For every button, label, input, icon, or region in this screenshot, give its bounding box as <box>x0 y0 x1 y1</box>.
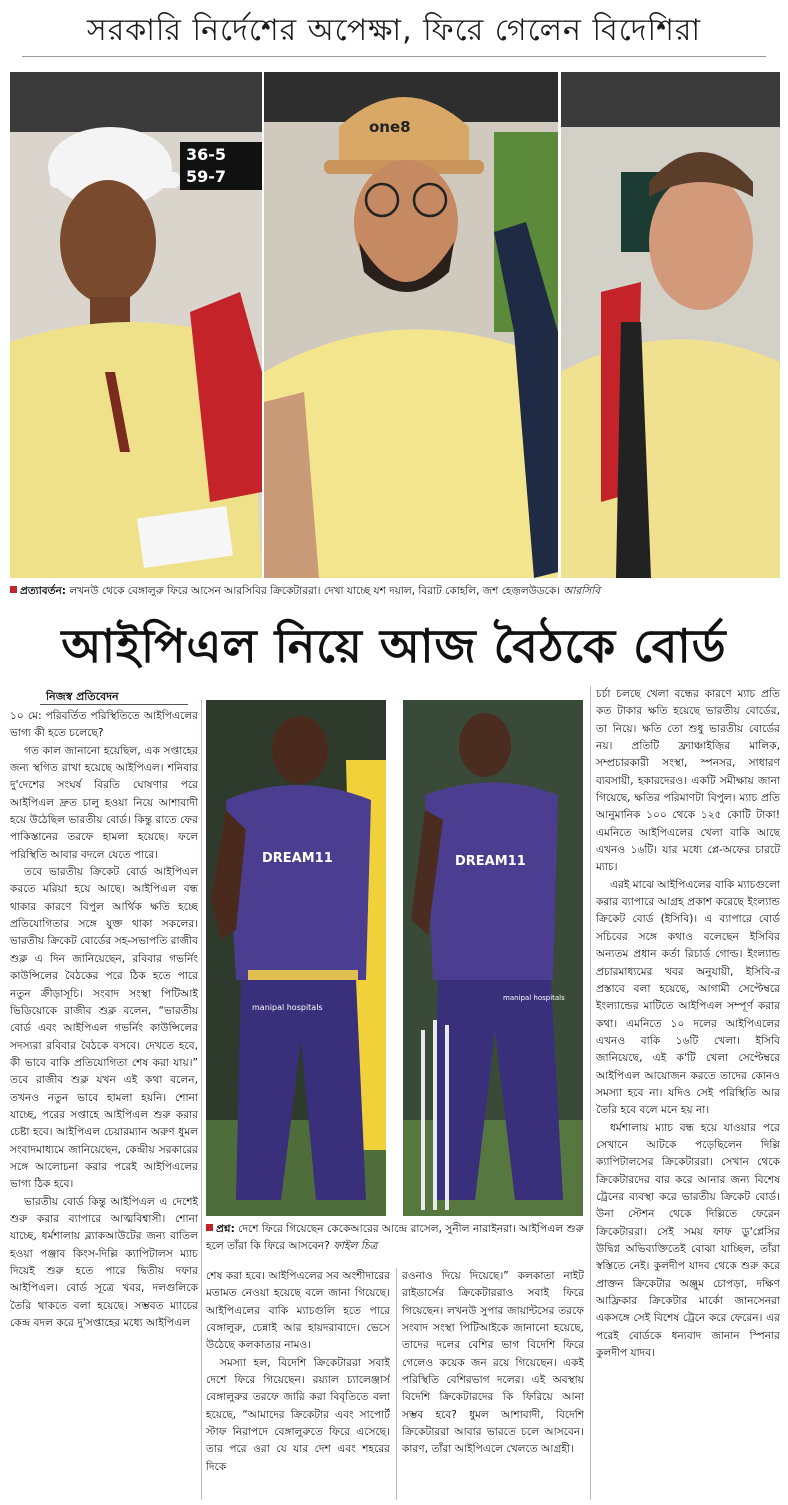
paragraph: গত কাল জানানো হয়েছিল, এক সপ্তাহের জন্য স্থগিত রাখা হয়েছে আইপিএল। শনিবার দু'দেশের সংঘর্ষ বিরতি ঘোষণার পরে আইপিএল দ্রুত চালু হওয়া নিয়ে আশাবাদী হয়ে উঠেছিল ভারতীয় বোর্ড। কিন্তু রাতে ফের পাকিস্তানের তরফে হামলা হয়েছে। ফলে পরিস্থিতি আবার বদলে যেতে পারে। <box>10 744 198 861</box>
byline-rule <box>40 704 188 705</box>
caption-text: লখনউ থেকে বেঙ্গালুরু ফিরে আসেন আরসিবির ক্রিকেটাররা। দেখা যাচ্ছে যশ দয়াল, বিরাট কোহলি, জশ হেজ়লউডকে। <box>66 585 560 597</box>
paragraph: এরই মাঝে আইপিএলের বাকি ম্যাচগুলো করার ব্যাপারে আগ্রহ প্রকাশ করেছে ইংল্যান্ড ক্রিকেট বোর্ড (ইসিবি)। এ ব্যাপারে বোর্ড সচিবের সঙ্গে কথাও বলেছেন ইসিবির অন্যতম প্রধান কর্তা রিচার্ড গোল্ড। ইংল্যান্ড প্রচারমাধ্যমের খবর অনুযায়ী, ইসিবি-র প্রস্তাবে বলা হয়েছে, আগামী সেপ্টেম্বরে ইংল্যান্ডের মাটিতে আইপিএল সম্পূর্ণ করার কথা। এমনিতে ১০ দলের আইপিএলের এখনও বাকি ১৬টি খেলা। ইসিবি জানিয়েছে, এই ক'টি খেলা সেপ্টেম্বরে আইপিএল আয়োজন করতে তাদের কোনও সমস্যা হবে না। যদিও সেই পরিস্থিতি আর তৈরি হবে বলে মনে হয় না। <box>596 878 780 1117</box>
main-headline: আইপিএল নিয়ে আজ বৈঠকে বোর্ড <box>61 619 727 673</box>
column-divider <box>201 700 202 1500</box>
article-column-2 <box>206 1268 390 1500</box>
column-divider <box>396 1268 397 1500</box>
paragraph: চর্চা চলছে খেলা বন্ধের কারণে ম্যাচ প্রতি কত টাকার ক্ষতি হয়েছে ভারতীয় বোর্ডের, তা নিয়ে। ক্ষতি তো শুধু ভারতীয় বোর্ডের নয়। প্রতিটি ফ্র্যাঞ্চাইজ়ির মালিক, সম্প্রচারকারী সংস্থা, স্পনসর, সাধারণ ব্যবসায়ী, হকারদেরও। একটি সমীক্ষায় জানা গিয়েছে, ক্ষতির পরিমাণটা বিপুল। ম্যাচ প্রতি আনুমানিক ১০০ থেকে ১২৫ কোটি টাকা! এমনিতে আইপিএলের খেলা বাকি আছে এখনও ১৬টি। যার মধ্যে প্লে-অফের চারটে ম্যাচ। <box>596 688 780 874</box>
article-column-3 <box>402 1268 584 1500</box>
caption-marker <box>206 1224 213 1231</box>
paragraph: তবে ভারতীয় ক্রিকেট বোর্ড আইপিএল করতে মরিয়া হয়ে আছে। আইপিএল বন্ধ থাকার কারণে বিপুল আর্থিক ক্ষতি হচ্ছে প্রতিযোগিতার সঙ্গে যুক্ত থাকা সকলের। ভারতীয় ক্রিকেট বোর্ডের সহ-সভাপতি রাজীব শুক্ল এ দিন জানিয়েছেন, রবিবার গভর্নিং কাউন্সিলের বৈঠকের পরে ঠিক হতে পারে নতুন ক্রীড়াসূচি। সংবাদ সংস্থা পিটিআই ভিডিয়োকে রাজীব শুক্ল বলেন, “ভারতীয় বোর্ড এবং আইপিএল গভর্নিং কাউন্সিলের সদস্যরা রবিবার বৈঠকে বসবে। দেখতে হবে, কী ভাবে বাকি প্রতিযোগিতা শেষ করা যায়।” তবে রাজীব শুক্ল যখন এই কথা বলেন, তখনও নতুন ভাবে হামলা হয়নি। শোনা যাচ্ছে, পরের সপ্তাহে আইপিএল শুরু করার চেষ্টা হবে। আইপিএল চেয়ারম্যান অরুণ ধুমল সংবাদমাধ্যমে জানিয়েছেন, কেন্দ্রীয় সরকারের সঙ্গে আলোচনা করার পরেই আইপিএলের ভাগ্য ঠিক হবে। <box>10 866 198 1191</box>
shorts-sponsor-2: manipal hospitals <box>503 994 565 1002</box>
photo-player-3 <box>561 72 780 578</box>
headline-rule <box>22 56 766 57</box>
photo-caption-2 <box>206 1221 584 1255</box>
paragraph: ধর্মশালায় ম্যাচ বন্ধ হয়ে যাওয়ার পরে সেখানে আটকে পড়েছিলেন দিল্লি ক্যাপিটালসের ক্রিকেটাররা। সেখান থেকে ক্রিকেটারদের বার করে আনার জন্য বিশেষ ট্রেনের ব্যবস্থা করে ভারতীয় ক্রিকেট বোর্ড। উনা স্টেশন থেকে দিল্লিতে ফেরেন ক্রিকেটাররা। সেই সময় ফাফ ডু'প্লেসির উদ্বিগ্ন অভিব্যক্তিতেই বোঝা যাচ্ছিল, তাঁরা স্বস্তিতে নেই। কুলদীপ যাদব থেকে শুরু করে প্রাক্তন ক্রিকেটার অঞ্জুম চোপড়া, দক্ষিণ আফ্রিকার ক্রিকেটার মার্কো জানসেনরা একসঙ্গে সেই বিশেষ ট্রেনে করে ফেরেন। এর পরেই বোর্ডকে ধন্যবাদ জানান স্পিনার কুলদীপ যাদব। <box>596 1121 780 1360</box>
caption-credit: ফাইল চিত্র <box>329 1240 378 1252</box>
shorts-sponsor-1: manipal hospitals <box>252 1003 323 1012</box>
photo-player-2 <box>264 72 558 578</box>
top-headline: সরকারি নির্দেশের অপেক্ষা, ফিরে গেলেন বিদেশিরা <box>86 13 702 48</box>
paragraph: সমস্যা হল, বিদেশি ক্রিকেটাররা সবাই দেশে ফিরে গিয়েছেন। রয়্যাল চ্যালেঞ্জার্স বেঙ্গালুরুর তরফে জারি করা বিবৃতিতে বলা হয়েছে, “আমাদের ক্রিকেটার এবং সাপোর্ট স্টাফ নিরাপদে বেঙ্গালুরুতে ফিরে এসেছে। তার পরে ওরা যে যার দেশ এবং শহরের দিকে <box>206 1356 390 1473</box>
paragraph: শেষ করা হবে। আইপিএলের সব অংশীদারের মতামত নেওয়া হয়েছে বলে জানা গিয়েছে। আইপিএলের বাকি ম্যাচগুলি হতে পারে বেঙ্গালুরু, চেন্নাই আর হায়দরাবাদে। ভেসে উঠেছে কলকাতার নামও। <box>206 1270 390 1352</box>
jersey-sponsor-1: DREAM11 <box>262 851 333 866</box>
board-number-1: 36-5 <box>186 145 227 164</box>
cap-logo: one8 <box>369 118 411 136</box>
article-column-4 <box>596 686 780 1500</box>
jersey-sponsor-2: DREAM11 <box>455 854 526 869</box>
caption-marker <box>10 586 17 593</box>
column-divider <box>590 686 591 1500</box>
photo-caption <box>10 584 780 598</box>
photo-russell <box>206 700 386 1216</box>
caption-label: প্রত্যাবর্তন: <box>20 585 66 597</box>
caption-credit: আরসিবি <box>559 585 601 597</box>
paragraph: ১০ মে: পরিবর্তিত পরিস্থিতিতে আইপিএলের ভাগ্য কী হতে চলেছে? <box>10 710 198 740</box>
byline: নিজস্ব প্রতিবেদন <box>46 690 119 703</box>
board-number-2: 59-7 <box>186 167 227 186</box>
paragraph: রওনাও দিয়ে দিয়েছে।” কলকাতা নাইট রাইডার্সের ক্রিকেটাররাও সবাই ফিরে গিয়েছেন। লখনউ সুপার জায়ান্টসের তরফে সংবাদ সংস্থা পিটিআইকে জানানো হয়েছে, তাদের দলের বেশির ভাগ বিদেশি ফিরে গেলেও কয়েক জন রয়ে গিয়েছেন। একই পরিস্থিতি বেশিরভাগ দলের। এই অবস্থায় বিদেশি ক্রিকেটারদের কি ফিরিয়ে আনা সম্ভব হবে? ধুমল আশাবাদী, বিদেশি ক্রিকেটাররা আবার ভারতে চলে আসবেন। কারণ, তাঁরা আইপিএলে খেলতে আগ্রহী। <box>402 1270 584 1456</box>
photo-player-1 <box>10 72 262 578</box>
photo-narine <box>403 700 583 1216</box>
paragraph: ভারতীয় বোর্ড কিন্তু আইপিএল এ দেশেই শুরু করার ব্যাপারে আত্মবিশ্বাসী। শোনা যাচ্ছে, ধর্মশালায় ব্ল্যাকআউটের জন্য বাতিল হওয়া পঞ্জাব কিংস-দিল্লি ক্যাপিটালস ম্যাচ দিয়েই শুরু হতে পারে দ্বিতীয় দফার আইপিএল। বোর্ড সূত্রে খবর, দলগুলিকে তৈরি থাকতে বলা হয়েছে। সম্ভবত ম্যাচের কেন্দ্র বদল করে দু'সপ্তাহের মধ্যে আইপিএল <box>10 1195 198 1330</box>
caption-text: দেশে ফিরে গিয়েছেন কেকেআরের আন্দ্রে রাসেল, সুনীল নারাইনরা। আইপিএল শুরু হলে তাঁরা কি ফিরে আসবেন? <box>206 1223 584 1252</box>
caption-label: প্রশ্ন: <box>216 1223 235 1235</box>
article-column-1 <box>10 708 198 1500</box>
